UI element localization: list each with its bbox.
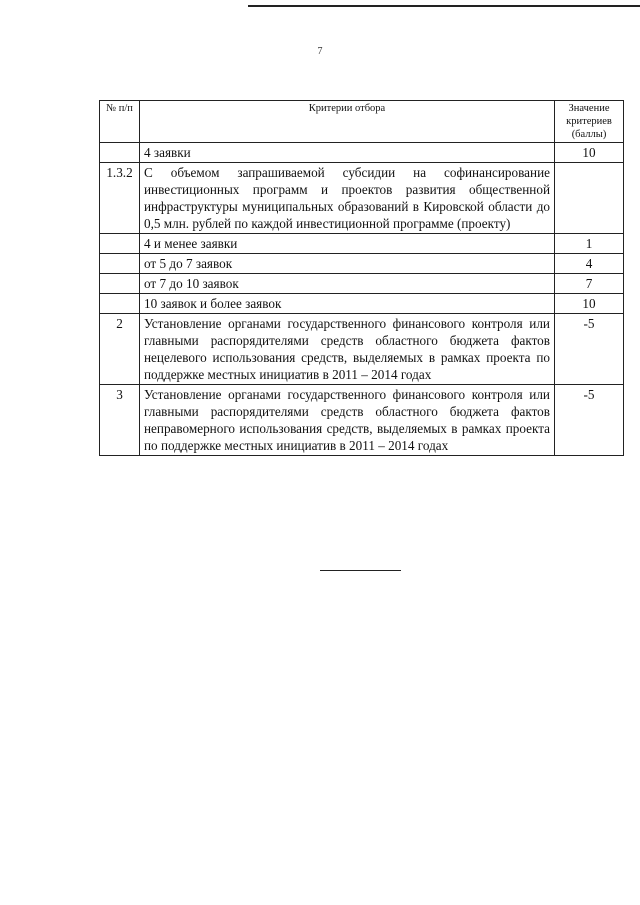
footer-rule [320, 570, 401, 571]
row-number: 3 [100, 385, 140, 456]
row-value [555, 163, 624, 234]
row-criterion: С объемом запрашиваемой субсидии на софинансирование инвестиционных программ и проектов развития общественной инфраструктуры муниципальных образований в Кировской области до 0,5 млн. рублей по каждой инвестиционной программе (проекту) [140, 163, 555, 234]
header-criteria: Критерии отбора [140, 101, 555, 143]
table-row [100, 314, 624, 385]
row-value: -5 [555, 314, 624, 385]
row-value: 10 [555, 294, 624, 314]
row-value: 4 [555, 254, 624, 274]
page-number: 7 [317, 46, 323, 57]
row-criterion: 10 заявок и более заявок [140, 294, 555, 314]
row-number [100, 294, 140, 314]
row-number [100, 234, 140, 254]
row-number: 2 [100, 314, 140, 385]
row-criterion: Установление органами государственного финансового контроля или главными распорядителями средств областного бюджета фактов нецелевого использования средств, выделяемых в рамках проекта по поддержке местных инициатив в 2011 – 2014 годах [140, 314, 555, 385]
row-number: 1.3.2 [100, 163, 140, 234]
table-row [100, 294, 624, 314]
row-number [100, 254, 140, 274]
row-value: 10 [555, 143, 624, 163]
table-row [100, 163, 624, 234]
row-criterion: 4 заявки [140, 143, 555, 163]
table-header-row [100, 101, 624, 143]
row-criterion: Установление органами государственного финансового контроля или главными распорядителями средств областного бюджета фактов неправомерного использования средств, выделяемых в рамках проекта по поддержке местных инициатив в 2011 – 2014 годах [140, 385, 555, 456]
table-row [100, 274, 624, 294]
row-criterion: от 7 до 10 заявок [140, 274, 555, 294]
top-rule [248, 5, 640, 7]
table-row [100, 254, 624, 274]
row-criterion: 4 и менее заявки [140, 234, 555, 254]
header-value: Значение критериев (баллы) [555, 101, 624, 143]
row-number [100, 274, 140, 294]
criteria-table [99, 100, 624, 456]
table-row [100, 385, 624, 456]
row-criterion: от 5 до 7 заявок [140, 254, 555, 274]
table-row [100, 234, 624, 254]
header-number: № п/п [100, 101, 140, 143]
row-value: 7 [555, 274, 624, 294]
row-number [100, 143, 140, 163]
row-value: 1 [555, 234, 624, 254]
table-row [100, 143, 624, 163]
row-value: -5 [555, 385, 624, 456]
